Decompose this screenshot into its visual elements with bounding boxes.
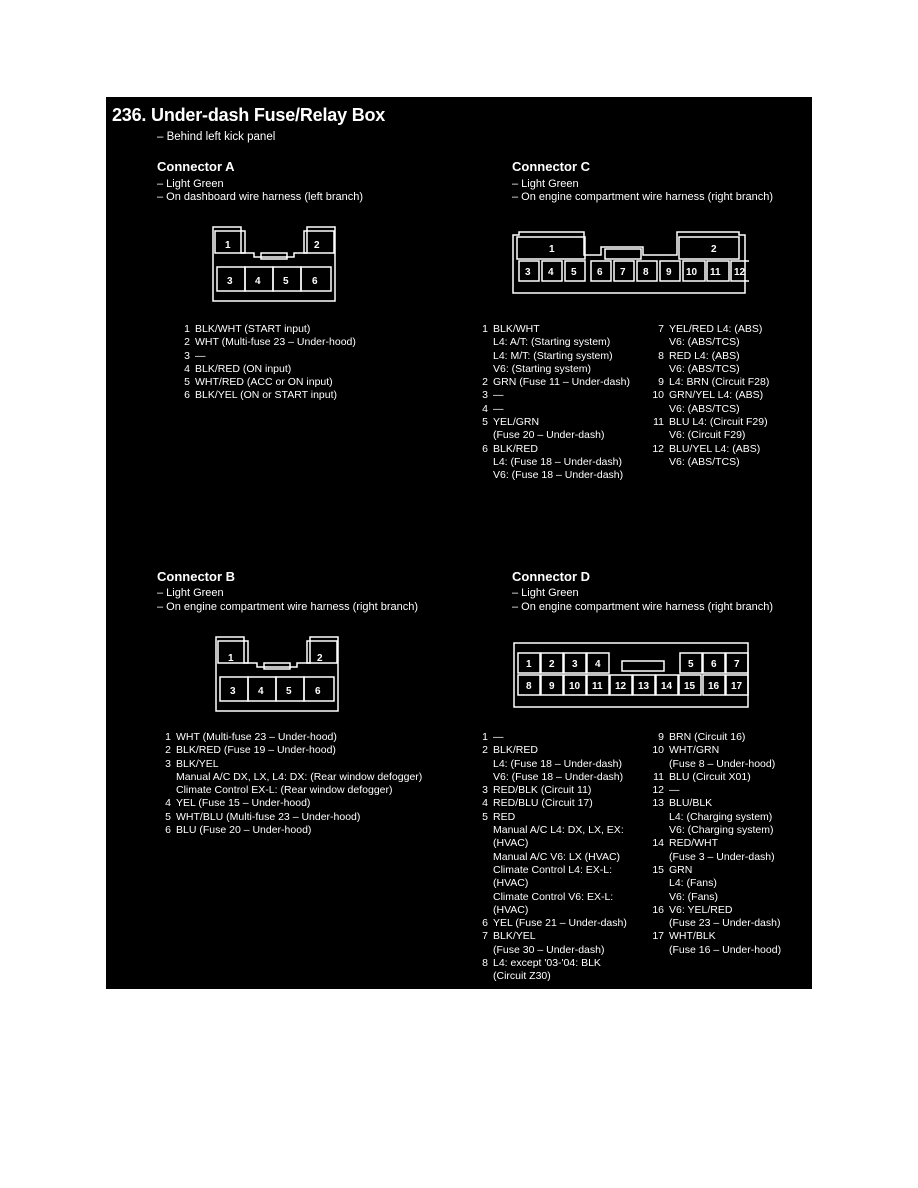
pin-entry — [650, 376, 769, 389]
pin-number — [476, 891, 488, 904]
pin-entry — [650, 771, 781, 784]
pin-number — [476, 824, 488, 837]
connector-c-cavity-10: 10 — [686, 267, 698, 278]
pin-description: V6: (Fuse 18 – Under-dash) — [493, 770, 624, 783]
connector-c-cavity-8: 8 — [643, 267, 649, 278]
pin-description: — — [195, 349, 206, 362]
pin-description: V6: (ABS/TCS) — [669, 336, 740, 349]
connector-c-cavity-4: 4 — [548, 267, 554, 278]
pin-description: (Circuit Z30) — [493, 970, 551, 983]
pin-description: (Fuse 16 – Under-hood) — [669, 943, 782, 956]
connector-c-cavity-3: 3 — [525, 267, 531, 278]
pin-description: V6: (ABS/TCS) — [669, 402, 740, 415]
connector-d-pin-list-left — [476, 731, 627, 984]
pin-entry — [159, 731, 422, 744]
pin-description: L4: except '03-'04: BLK — [493, 957, 601, 970]
pin-number: 2 — [482, 376, 488, 389]
pin-entry — [476, 797, 627, 810]
pin-entry-detail — [650, 851, 781, 864]
pin-number: 12 — [652, 442, 664, 455]
pin-number — [476, 864, 488, 877]
pin-entry-detail — [476, 469, 630, 482]
pin-number — [650, 456, 664, 469]
pin-description: V6: (ABS/TCS) — [669, 362, 740, 375]
pin-description: GRN/YEL L4: (ABS) — [669, 389, 764, 402]
connector-a-heading: Connector A — [157, 159, 235, 174]
pin-number — [476, 429, 488, 442]
pin-description: BLU/YEL L4: (ABS) — [669, 442, 761, 455]
pin-entry-detail — [650, 429, 769, 442]
connector-d-cavity-6: 6 — [711, 659, 717, 670]
pin-number: 10 — [652, 744, 664, 757]
pin-entry-detail — [476, 363, 630, 376]
pin-entry — [178, 323, 356, 336]
pin-description: L4: (Fuse 18 – Under-dash) — [493, 455, 622, 468]
pin-entry — [476, 443, 630, 456]
connector-c-cavity-12: 12 — [734, 267, 746, 278]
connector-a-pin-list — [178, 323, 356, 403]
connector-b-heading: Connector B — [157, 569, 235, 584]
connector-a-diagram — [209, 223, 339, 305]
pin-entry-detail — [650, 811, 781, 824]
pin-number — [650, 811, 664, 824]
pin-number — [650, 851, 664, 864]
pin-entry — [476, 731, 627, 744]
pin-entry — [650, 416, 769, 429]
pin-description: V6: (Circuit F29) — [669, 429, 746, 442]
pin-number: 5 — [184, 376, 190, 389]
connector-d-pin-list-right — [650, 731, 781, 957]
pin-entry-detail — [650, 758, 781, 771]
pin-entry — [650, 443, 769, 456]
pin-entry-detail — [476, 824, 627, 837]
connector-a-cavity-4: 4 — [255, 276, 261, 287]
connector-c-cavity-11: 11 — [710, 267, 721, 278]
pin-description: — — [493, 402, 504, 415]
pin-entry-detail — [476, 891, 627, 904]
connector-d-cavity-3: 3 — [572, 659, 578, 670]
connector-c-cavity-5: 5 — [571, 267, 577, 278]
pin-description: L4: (Fuse 18 – Under-dash) — [493, 757, 622, 770]
pin-description: RED/BLK (Circuit 11) — [493, 784, 592, 797]
connector-c-cavity-9: 9 — [666, 267, 672, 278]
pin-number — [650, 877, 664, 890]
pin-entry — [178, 350, 356, 363]
pin-description: Climate Control L4: EX-L: — [493, 863, 613, 876]
pin-description: YEL/GRN — [493, 416, 540, 429]
connector-d-cavity-9: 9 — [549, 681, 555, 692]
pin-number — [476, 469, 488, 482]
pin-number: 5 — [482, 416, 488, 429]
connector-d-cavity-1: 1 — [526, 659, 532, 670]
pin-description: WHT/BLK — [669, 930, 716, 943]
pin-description: L4: (Fans) — [669, 877, 717, 890]
pin-entry-detail — [650, 877, 781, 890]
connector-d-cavity-17: 17 — [731, 681, 743, 692]
pin-number — [476, 336, 488, 349]
pin-description: BLU L4: (Circuit F29) — [669, 416, 768, 429]
pin-description: Manual A/C V6: LX (HVAC) — [493, 850, 621, 863]
pin-entry — [650, 930, 781, 943]
pin-entry — [476, 376, 630, 389]
connector-info-panel — [106, 97, 812, 989]
pin-entry-detail — [650, 944, 781, 957]
connector-b-cavity-2: 2 — [317, 653, 323, 664]
page-title: 236. Under-dash Fuse/Relay Box — [112, 105, 386, 125]
connector-d-cavity-4: 4 — [595, 659, 601, 670]
pin-entry — [650, 837, 781, 850]
pin-description: V6: (Fuse 18 – Under-dash) — [493, 469, 624, 482]
connector-c-cavity-1: 1 — [549, 244, 555, 255]
pin-number — [650, 891, 664, 904]
pin-entry — [159, 758, 422, 771]
pin-number — [650, 336, 664, 349]
connector-b-pin-list — [159, 731, 422, 837]
pin-entry-detail — [476, 350, 630, 363]
connector-c-color: – Light Green — [512, 178, 579, 190]
pin-entry — [476, 323, 630, 336]
pin-description: GRN (Fuse 11 – Under-dash) — [493, 376, 630, 389]
pin-entry — [476, 957, 627, 970]
connector-c-cavity-7: 7 — [620, 267, 626, 278]
pin-number: 4 — [482, 797, 488, 810]
pin-number: 6 — [482, 917, 488, 930]
pin-entry-detail — [650, 824, 781, 837]
pin-entry — [650, 904, 781, 917]
pin-entry-detail — [159, 784, 422, 797]
pin-description: RED L4: (ABS) — [669, 349, 740, 362]
pin-description: V6: (Fans) — [669, 890, 719, 903]
connector-a-cavity-2: 2 — [314, 240, 320, 251]
pin-description: BLK/RED (Fuse 19 – Under-hood) — [176, 744, 336, 757]
connector-c-pin-list-right — [650, 323, 769, 469]
pin-number: 17 — [652, 930, 664, 943]
pin-description: RED — [493, 810, 516, 823]
pin-description: (HVAC) — [493, 877, 529, 890]
pin-entry — [178, 363, 356, 376]
connector-c-diagram — [509, 229, 749, 297]
pin-description: — — [493, 389, 504, 402]
connector-d-cavity-10: 10 — [569, 681, 581, 692]
pin-number: 12 — [652, 784, 664, 797]
pin-number — [476, 904, 488, 917]
connector-a-cavity-3: 3 — [227, 276, 233, 287]
pin-entry-detail — [476, 758, 627, 771]
pin-number — [650, 824, 664, 837]
pin-number — [476, 837, 488, 850]
connector-d-harness: – On engine compartment wire harness (right branch) — [512, 601, 774, 613]
pin-description: (HVAC) — [493, 903, 529, 916]
pin-description: L4: M/T: (Starting system) — [493, 349, 613, 362]
connector-b-harness: – On engine compartment wire harness (right branch) — [157, 601, 419, 613]
pin-entry — [476, 403, 630, 416]
pin-entry-detail — [476, 851, 627, 864]
pin-description: GRN — [669, 863, 693, 876]
pin-description: RED/BLU (Circuit 17) — [493, 797, 593, 810]
pin-number: 8 — [482, 957, 488, 970]
pin-entry — [650, 350, 769, 363]
pin-entry — [159, 797, 422, 810]
connector-a-cavity-1: 1 — [225, 240, 231, 251]
pin-description: (Fuse 23 – Under-dash) — [669, 917, 781, 930]
pin-number: 4 — [184, 362, 190, 375]
pin-description: WHT (Multi-fuse 23 – Under-hood) — [176, 731, 337, 743]
pin-number — [650, 403, 664, 416]
pin-number — [650, 429, 664, 442]
connector-d-cavity-2: 2 — [549, 659, 555, 670]
pin-entry-detail — [476, 904, 627, 917]
pin-number: 11 — [653, 770, 664, 783]
pin-description: WHT/RED (ACC or ON input) — [195, 376, 333, 389]
pin-entry-detail — [650, 363, 769, 376]
pin-number: 2 — [482, 744, 488, 757]
pin-entry-detail — [650, 403, 769, 416]
pin-entry — [178, 376, 356, 389]
pin-entry-detail — [476, 837, 627, 850]
pin-description: BRN (Circuit 16) — [669, 731, 746, 743]
pin-description: YEL/RED L4: (ABS) — [669, 323, 763, 335]
pin-number — [476, 877, 488, 890]
pin-description: BLU (Fuse 20 – Under-hood) — [176, 824, 312, 837]
pin-number: 8 — [658, 349, 664, 362]
pin-entry — [178, 336, 356, 349]
pin-number: 7 — [482, 930, 488, 943]
pin-entry-detail — [650, 917, 781, 930]
pin-number: 3 — [482, 389, 488, 402]
connector-a-harness: – On dashboard wire harness (left branch) — [157, 191, 364, 203]
pin-entry — [650, 323, 769, 336]
connector-d-cavity-15: 15 — [684, 681, 696, 692]
pin-number — [476, 758, 488, 771]
pin-description: BLK/RED — [493, 744, 538, 757]
connector-d-cavity-8: 8 — [526, 681, 532, 692]
connector-b-cavity-4: 4 — [258, 686, 264, 697]
connector-b-diagram — [212, 633, 342, 715]
pin-entry-detail — [476, 771, 627, 784]
connector-a-cavity-5: 5 — [283, 276, 289, 287]
pin-number: 6 — [165, 824, 171, 837]
pin-number: 14 — [652, 837, 664, 850]
pin-entry-detail — [650, 456, 769, 469]
pin-entry-detail — [476, 944, 627, 957]
pin-entry — [650, 389, 769, 402]
pin-number — [476, 350, 488, 363]
connector-d-cavity-14: 14 — [661, 681, 673, 692]
pin-entry-detail — [476, 429, 630, 442]
pin-entry — [178, 389, 356, 402]
pin-entry-detail — [476, 336, 630, 349]
pin-entry — [159, 811, 422, 824]
pin-description: L4: (Charging system) — [669, 810, 773, 823]
pin-description: WHT/BLU (Multi-fuse 23 – Under-hood) — [176, 810, 361, 823]
pin-description: WHT (Multi-fuse 23 – Under-hood) — [195, 336, 356, 349]
pin-entry-detail — [476, 970, 627, 983]
pin-number: 16 — [652, 903, 664, 916]
pin-entry-detail — [476, 456, 630, 469]
pin-number — [650, 363, 664, 376]
pin-entry — [159, 824, 422, 837]
pin-description: (Fuse 20 – Under-dash) — [493, 429, 605, 442]
pin-description: YEL (Fuse 21 – Under-dash) — [493, 917, 627, 930]
connector-c-heading: Connector C — [512, 159, 590, 174]
pin-description: L4: A/T: (Starting system) — [493, 336, 611, 349]
pin-description: V6: (Starting system) — [493, 362, 592, 375]
pin-entry — [650, 784, 781, 797]
pin-number — [476, 851, 488, 864]
connector-c-cavity-6: 6 — [597, 267, 603, 278]
connector-d-color: – Light Green — [512, 587, 579, 599]
pin-number: 4 — [165, 797, 171, 810]
connector-c-harness: – On engine compartment wire harness (right branch) — [512, 191, 774, 203]
pin-number — [476, 456, 488, 469]
pin-description: (Fuse 8 – Under-hood) — [669, 757, 776, 770]
pin-number: 9 — [658, 376, 664, 389]
connector-c-pin-list-left — [476, 323, 630, 483]
pin-description: BLK/RED (ON input) — [195, 362, 292, 375]
pin-description: BLU (Circuit X01) — [669, 770, 751, 783]
pin-entry — [650, 731, 781, 744]
pin-number: 4 — [482, 402, 488, 415]
pin-number: 9 — [658, 731, 664, 743]
pin-number: 3 — [165, 757, 171, 770]
pin-entry-detail — [476, 877, 627, 890]
pin-description: BLK/WHT (START input) — [195, 323, 311, 335]
pin-entry — [476, 389, 630, 402]
connector-d-cavity-16: 16 — [708, 681, 720, 692]
pin-description: Climate Control V6: EX-L: — [493, 890, 614, 903]
connector-b-cavity-3: 3 — [230, 686, 236, 697]
pin-description: V6: YEL/RED — [669, 903, 733, 916]
pin-number — [650, 944, 664, 957]
pin-description: (HVAC) — [493, 837, 529, 850]
pin-number: 2 — [184, 336, 190, 349]
pin-entry — [650, 744, 781, 757]
pin-number — [650, 758, 664, 771]
pin-number — [476, 771, 488, 784]
pin-description: BLK/YEL — [493, 930, 536, 943]
pin-number — [159, 771, 171, 784]
pin-number: 2 — [165, 744, 171, 757]
pin-entry — [476, 744, 627, 757]
pin-description: RED/WHT — [669, 837, 718, 850]
pin-entry — [476, 930, 627, 943]
pin-description: V6: (ABS/TCS) — [669, 455, 740, 468]
pin-number: 13 — [652, 797, 664, 810]
pin-description: Climate Control EX-L: (Rear window defogger) — [176, 784, 393, 797]
pin-number: 1 — [482, 323, 488, 335]
pin-description: — — [493, 731, 504, 743]
pin-number: 6 — [184, 389, 190, 402]
pin-entry — [476, 917, 627, 930]
pin-number: 10 — [652, 389, 664, 402]
pin-entry — [650, 864, 781, 877]
connector-d-cavity-11: 11 — [592, 681, 603, 692]
connector-b-color: – Light Green — [157, 587, 224, 599]
pin-number: 11 — [653, 416, 664, 429]
connector-d-cavity-12: 12 — [615, 681, 627, 692]
pin-number: 5 — [482, 810, 488, 823]
pin-number: 5 — [165, 810, 171, 823]
pin-description: L4: BRN (Circuit F28) — [669, 376, 770, 389]
pin-entry — [476, 416, 630, 429]
pin-description: YEL (Fuse 15 – Under-hood) — [176, 797, 311, 810]
pin-description: — — [669, 784, 680, 797]
pin-number: 6 — [482, 442, 488, 455]
pin-description: (Fuse 3 – Under-dash) — [669, 850, 775, 863]
connector-b-cavity-1: 1 — [228, 653, 234, 664]
pin-description: (Fuse 30 – Under-dash) — [493, 943, 605, 956]
pin-entry — [476, 811, 627, 824]
pin-number: 7 — [658, 323, 664, 335]
pin-entry-detail — [650, 891, 781, 904]
connector-d-cavity-5: 5 — [688, 659, 694, 670]
pin-description: BLK/YEL — [176, 757, 219, 770]
pin-entry — [159, 744, 422, 757]
connector-b-cavity-5: 5 — [286, 686, 292, 697]
pin-number: 1 — [482, 731, 488, 743]
pin-number: 3 — [184, 349, 190, 362]
pin-entry-detail — [159, 771, 422, 784]
pin-description: BLK/RED — [493, 442, 538, 455]
pin-number — [650, 917, 664, 930]
pin-number: 1 — [165, 731, 171, 743]
pin-number — [476, 970, 488, 983]
pin-description: BLK/YEL (ON or START input) — [195, 389, 337, 402]
pin-number — [476, 944, 488, 957]
pin-number: 1 — [184, 323, 190, 335]
pin-description: V6: (Charging system) — [669, 824, 774, 837]
connector-a-color: – Light Green — [157, 178, 224, 190]
pin-number: 15 — [652, 863, 664, 876]
pin-entry — [650, 797, 781, 810]
pin-description: BLU/BLK — [669, 797, 713, 810]
pin-description: Manual A/C DX, LX, L4: DX: (Rear window defogger) — [176, 770, 423, 783]
pin-entry-detail — [476, 864, 627, 877]
pin-entry — [476, 784, 627, 797]
pin-number: 3 — [482, 784, 488, 797]
pin-description: Manual A/C L4: DX, LX, EX: — [493, 824, 624, 837]
connector-a-cavity-6: 6 — [312, 276, 318, 287]
pin-number — [159, 784, 171, 797]
pin-description: WHT/GRN — [669, 744, 720, 757]
pin-number — [476, 363, 488, 376]
pin-entry-detail — [650, 336, 769, 349]
connector-d-diagram — [510, 641, 752, 711]
connector-d-cavity-13: 13 — [638, 681, 650, 692]
location-note: – Behind left kick panel — [157, 131, 276, 143]
pin-description: BLK/WHT — [493, 323, 540, 335]
connector-b-cavity-6: 6 — [315, 686, 321, 697]
connector-d-cavity-7: 7 — [734, 659, 740, 670]
connector-c-cavity-2: 2 — [711, 244, 717, 255]
connector-d-heading: Connector D — [512, 569, 590, 584]
